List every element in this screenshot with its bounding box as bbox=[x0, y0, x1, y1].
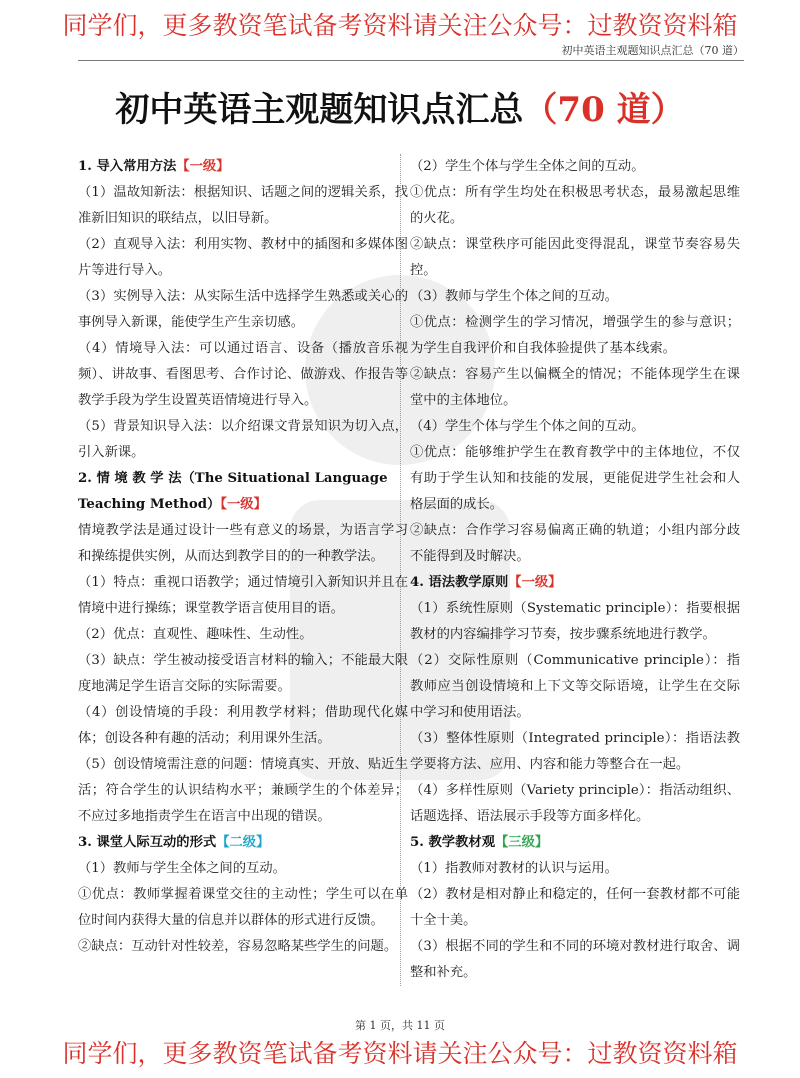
section-heading-3 bbox=[78, 830, 408, 856]
section-5-title: 5. 教学教材观 bbox=[410, 835, 495, 850]
title-count: （70 道） bbox=[523, 90, 685, 130]
promo-banner-bottom: 同学们，更多教资笔试备考资料请关注公众号：过教资资料箱 bbox=[62, 1039, 738, 1068]
paragraph: 情境教学法是通过设计一些有意义的场景，为语言学习和操练提供实例，从而达到教学目的的一种教学法。 bbox=[78, 523, 408, 564]
paragraph: （1）系统性原则（Systematic principle）：指要根据教材的内容编排学习节奏，按步骤系统地进行教学。 bbox=[410, 601, 740, 642]
paragraph: （1）温故知新法：根据知识、话题之间的逻辑关系，找准新旧知识的联结点，以旧导新。 bbox=[78, 185, 408, 226]
section-heading-5 bbox=[410, 830, 740, 856]
paragraph: （2）交际性原则（Communicative principle）：指教师应当创设情境和上下文等交际语境，让学生在交际中学习和使用语法。 bbox=[410, 653, 740, 720]
promo-banner-top: 同学们，更多教资笔试备考资料请关注公众号：过教资资料箱 bbox=[62, 11, 738, 40]
paragraph: （5）背景知识导入法：以介绍课文背景知识为切入点，引入新课。 bbox=[78, 419, 408, 460]
section-3-level-tag: 【二级】 bbox=[216, 835, 270, 850]
running-head: 初中英语主观题知识点汇总（70 道） bbox=[561, 44, 744, 57]
paragraph: （4）多样性原则（Variety principle）：指活动组织、话题选择、语法展示手段等方面多样化。 bbox=[410, 783, 740, 824]
paragraph: （4）创设情境的手段：利用教学材料；借助现代化媒体；创设各种有趣的活动；利用课外生活。 bbox=[78, 705, 408, 746]
paragraph: ②缺点：合作学习容易偏离正确的轨道；小组内部分歧不能得到及时解决。 bbox=[410, 523, 740, 564]
paragraph: ①优点：检测学生的学习情况，增强学生的参与意识；为学生自我评价和自我体验提供了基本线索。 bbox=[410, 315, 740, 356]
section-4-level-tag: 【一级】 bbox=[508, 575, 562, 590]
paragraph: ①优点：能够维护学生在教育教学中的主体地位，不仅有助于学生认知和技能的发展，更能促进学生社会和人格层面的成长。 bbox=[410, 445, 740, 512]
paragraph: （2）教材是相对静止和稳定的，任何一套教材都不可能十全十美。 bbox=[410, 887, 740, 928]
section-2-title: 2. 情 境 教 学 法（The Situational Language Teaching Method） bbox=[78, 471, 388, 512]
paragraph: （1）教师与学生全体之间的互动。 bbox=[78, 861, 286, 876]
section-4-title: 4. 语法教学原则 bbox=[410, 575, 509, 590]
section-3-title: 3. 课堂人际互动的形式 bbox=[78, 835, 217, 850]
paragraph: （1）指教师对教材的认识与运用。 bbox=[410, 861, 618, 876]
right-column bbox=[410, 154, 740, 986]
section-1-title: 1. 导入常用方法 bbox=[78, 159, 177, 174]
section-heading-1 bbox=[78, 154, 408, 180]
section-1-level-tag: 【一级】 bbox=[176, 159, 230, 174]
paragraph: （2）直观导入法：利用实物、教材中的插图和多媒体图片等进行导入。 bbox=[78, 237, 408, 278]
paragraph: （3）根据不同的学生和不同的环境对教材进行取舍、调整和补充。 bbox=[410, 939, 740, 980]
section-heading-2 bbox=[78, 466, 408, 518]
paragraph: （5）创设情境需注意的问题：情境真实、开放、贴近生活；符合学生的认识结构水平；兼顾学生的个体差异；不应过多地指责学生在语言中出现的错误。 bbox=[78, 757, 408, 824]
paragraph: （4）情境导入法：可以通过语言、设备（播放音乐视频）、讲故事、看图思考、合作讨论、做游戏、作报告等教学手段为学生设置英语情境进行导入。 bbox=[78, 341, 408, 408]
paragraph: （3）缺点：学生被动接受语言材料的输入；不能最大限度地满足学生语言交际的实际需要。 bbox=[78, 653, 408, 694]
paragraph: ②缺点：互动针对性较差，容易忽略某些学生的问题。 bbox=[78, 939, 398, 954]
document-title bbox=[0, 88, 800, 132]
paragraph: （3）整体性原则（Integrated principle）：指语法教学要将方法、应用、内容和能力等整合在一起。 bbox=[410, 731, 740, 772]
section-heading-4 bbox=[410, 570, 740, 596]
paragraph: （3）教师与学生个体之间的互动。 bbox=[410, 289, 618, 304]
title-main: 初中英语主观题知识点汇总 bbox=[115, 90, 524, 130]
header-rule bbox=[78, 60, 744, 61]
section-5-level-tag: 【三级】 bbox=[495, 835, 549, 850]
section-2-level-tag: 【一级】 bbox=[220, 497, 267, 512]
paragraph: （2）优点：直观性、趣味性、生动性。 bbox=[78, 627, 313, 642]
paragraph: ①优点：教师掌握着课堂交往的主动性；学生可以在单位时间内获得大量的信息并以群体的形式进行反馈。 bbox=[78, 887, 408, 928]
paragraph: ①优点：所有学生均处在积极思考状态，最易激起思维的火花。 bbox=[410, 185, 740, 226]
page-number: 第 1 页，共 11 页 bbox=[355, 1019, 445, 1032]
paragraph: （2）学生个体与学生全体之间的互动。 bbox=[410, 159, 645, 174]
paragraph: （4）学生个体与学生个体之间的互动。 bbox=[410, 419, 645, 434]
paragraph: （3）实例导入法：从实际生活中选择学生熟悉或关心的事例导入新课，能使学生产生亲切感。 bbox=[78, 289, 408, 330]
paragraph: ②缺点：容易产生以偏概全的情况；不能体现学生在课堂中的主体地位。 bbox=[410, 367, 740, 408]
left-column bbox=[78, 154, 408, 986]
paragraph: （1）特点：重视口语教学；通过情境引入新知识并且在情境中进行操练；课堂教学语言使用目的语。 bbox=[78, 575, 408, 616]
paragraph: ②缺点：课堂秩序可能因此变得混乱，课堂节奏容易失控。 bbox=[410, 237, 740, 278]
